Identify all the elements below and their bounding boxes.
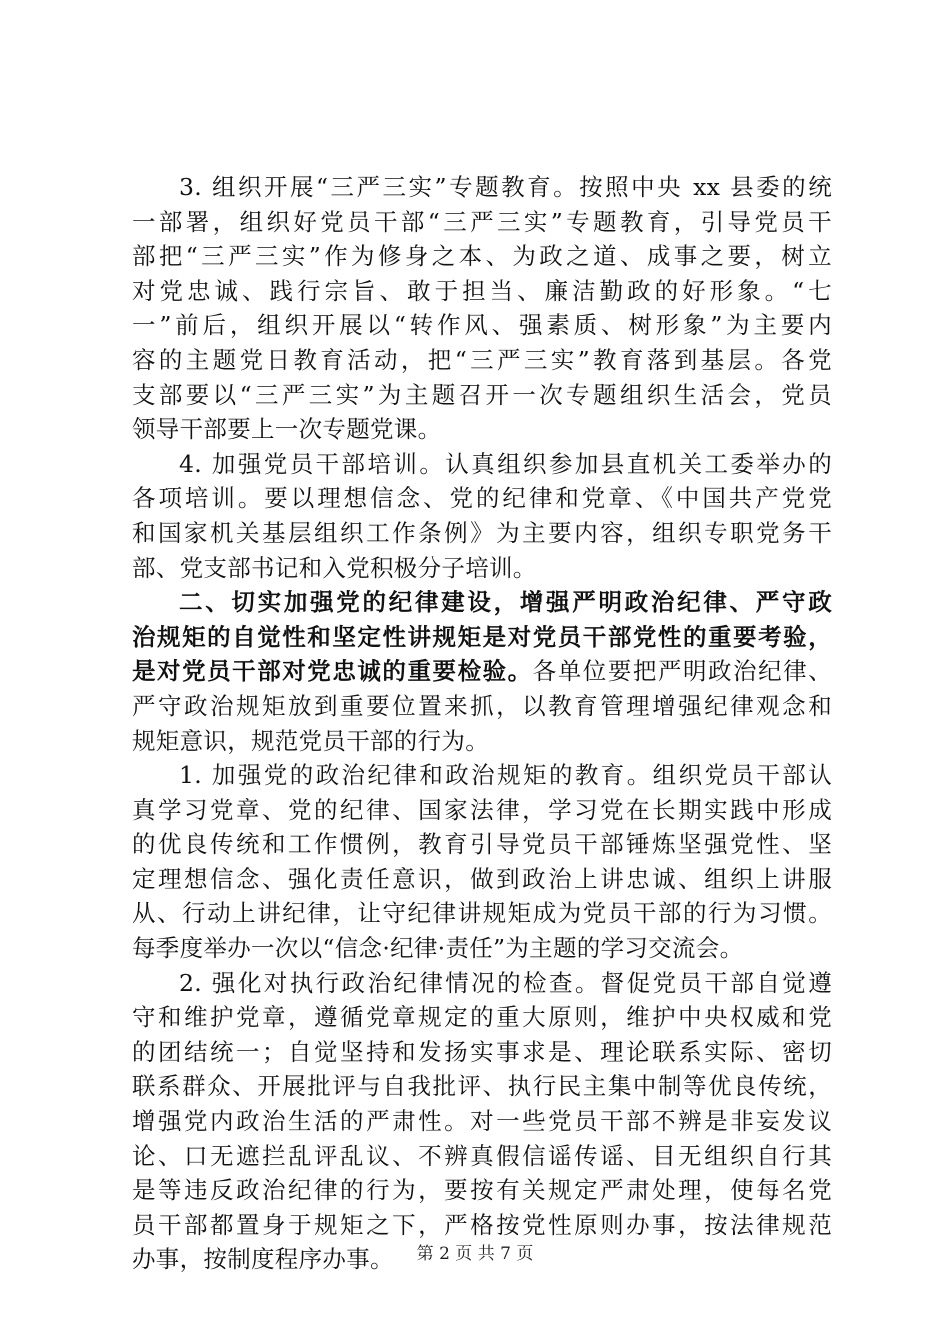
paragraph-1-line: 一部署，组织好党员干部“三严三实”专题教育，引导党员干 [132, 207, 832, 236]
paragraph-2-line: 和国家机关基层组织工作条例》为主要内容，组织专职党务干 [132, 518, 832, 547]
paragraph-4 [132, 758, 832, 966]
paragraph-5-line: 的团结统一；自觉坚持和发扬实事求是、理论联系实际、密切 [132, 1037, 832, 1066]
paragraph-4-line: 每季度举办一次以“信念·纪律·责任”为主题的学习交流会。 [132, 934, 744, 963]
section-heading-line: 二、切实加强党的纪律建设，增强严明政治纪律、严守政 [179, 588, 832, 617]
paragraph-4-line: 真学习党章、党的纪律、国家法律，学习党在长期实践中形成 [132, 795, 832, 824]
paragraph-1-line: 领导干部要上一次专题党课。 [132, 415, 442, 444]
paragraph-5-line: 论、口无遮拦乱评乱议、不辨真假信谣传谣、目无组织自行其 [132, 1141, 832, 1170]
paragraph-4-line: 的优良传统和工作惯例，教育引导党员干部锤炼坚强党性、坚 [132, 830, 832, 859]
paragraph-5-line: 联系群众、开展批评与自我批评、执行民主集中制等优良传统， [132, 1072, 832, 1101]
paragraph-4-line: 定理想信念、强化责任意识，做到政治上讲忠诚、组织上讲服 [132, 864, 832, 893]
section-heading-mixed-line [132, 654, 832, 689]
paragraph-1-line: 3. 组织开展“三严三实”专题教育。按照中央 xx 县委的统 [179, 173, 832, 201]
paragraph-1-line: 对党忠诚、践行宗旨、敢于担当、廉洁勤政的好形象。“七 [132, 276, 832, 305]
section-body-line: 规矩意识，规范党员干部的行为。 [132, 726, 489, 755]
paragraph-5-line: 2. 强化对执行政治纪律情况的检查。督促党员干部自觉遵 [179, 968, 832, 997]
paragraph-5-line: 办事，按制度程序办事。 [132, 1245, 394, 1274]
paragraph-1-line: 一”前后，组织开展以“转作风、强素质、树形象”为主要内 [132, 311, 832, 340]
paragraph-1-line: 部把“三严三实”作为修身之本、为政之道、成事之要，树立 [132, 242, 832, 271]
section-heading-paragraph [132, 585, 832, 758]
paragraph-5-line: 增强党内政治生活的严肃性。对一些党员干部不辨是非妄发议 [132, 1107, 832, 1136]
paragraph-1 [132, 170, 832, 447]
paragraph-5 [132, 966, 832, 1277]
document-body [132, 170, 832, 1277]
paragraph-5-line: 是等违反政治纪律的行为，要按有关规定严肃处理，使每名党 [132, 1176, 832, 1205]
paragraph-5-line: 守和维护党章，遵循党章规定的重大原则，维护中央权威和党 [132, 1003, 832, 1032]
section-heading-line: 治规矩的自觉性和坚定性讲规矩是对党员干部党性的重要考验， [132, 622, 832, 651]
paragraph-2-line: 4. 加强党员干部培训。认真组织参加县直机关工委举办的 [179, 449, 832, 478]
paragraph-1-line: 支部要以“三严三实”为主题召开一次专题组织生活会，党员 [132, 380, 832, 409]
paragraph-2 [132, 447, 832, 585]
page-number-footer: 第 2 页 共 7 页 [416, 1244, 534, 1264]
paragraph-1-line: 容的主题党日教育活动，把“三严三实”教育落到基层。各党 [132, 345, 832, 374]
section-body-line: 严守政治规矩放到重要位置来抓，以教育管理增强纪律观念和 [132, 691, 832, 720]
section-body-text: 各单位要把严明政治纪律、 [532, 657, 832, 686]
paragraph-2-line: 各项培训。要以理想信念、党的纪律和党章、《中国共产党党 [132, 484, 832, 513]
paragraph-5-line: 员干部都置身于规矩之下，严格按党性原则办事，按法律规范 [132, 1210, 832, 1239]
paragraph-4-line: 1. 加强党的政治纪律和政治规矩的教育。组织党员干部认 [179, 761, 832, 790]
paragraph-4-line: 从、行动上讲纪律，让守纪律讲规矩成为党员干部的行为习惯。 [132, 899, 832, 928]
paragraph-2-line: 部、党支部书记和入党积极分子培训。 [132, 553, 537, 582]
section-heading-bold-tail: 是对党员干部对党忠诚的重要检验。 [132, 657, 533, 686]
